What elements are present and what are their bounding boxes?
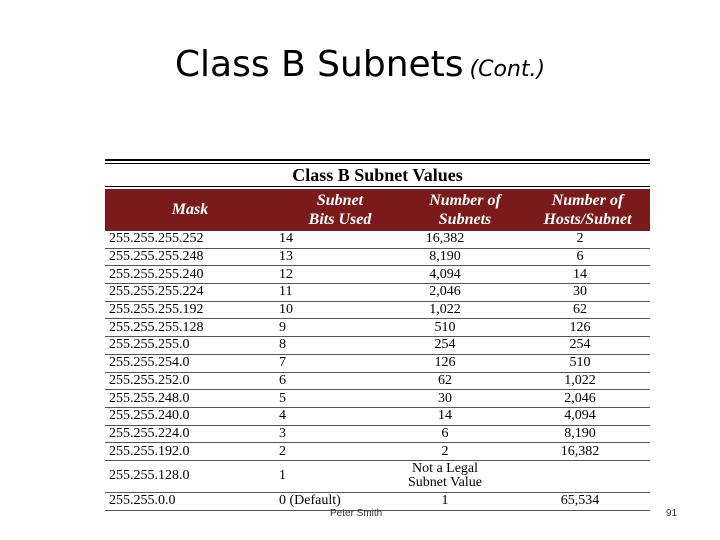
cell-subnets: 30: [438, 390, 452, 406]
cell-hosts: 510: [569, 355, 591, 371]
cell-subnets: 2: [441, 443, 449, 459]
header-num-hosts: [520, 191, 655, 229]
table-row: [105, 408, 650, 426]
cell-hosts: 126: [569, 319, 591, 335]
cell-mask: 255.255.252.0: [109, 372, 190, 388]
slide-title-main: Class B Subnets: [174, 44, 464, 85]
cell-mask: 255.255.255.248: [109, 249, 204, 265]
cell-mask: 255.255.254.0: [109, 355, 190, 371]
cell-subnets: 62: [438, 372, 452, 388]
cell-hosts: 30: [573, 284, 587, 300]
cell-subnets: [395, 461, 495, 492]
cell-subnets: 254: [434, 337, 456, 353]
cell-hosts: 14: [573, 266, 587, 282]
cell-bits: 3: [279, 425, 286, 441]
cell-bits: 0 (Default): [279, 493, 341, 509]
table-caption-rule: [105, 186, 650, 187]
cell-bits: 13: [279, 249, 293, 265]
cell-hosts: 4,094: [564, 408, 596, 424]
cell-hosts: 65,534: [560, 493, 600, 509]
page-number: 91: [666, 508, 678, 519]
cell-hosts: 254: [569, 337, 591, 353]
cell-hosts: 2: [576, 231, 584, 247]
cell-bits: 8: [279, 337, 286, 353]
cell-subnets: 126: [434, 355, 456, 371]
table-row: [105, 319, 650, 337]
cell-mask: 255.255.248.0: [109, 390, 190, 406]
table-header-row: [105, 189, 650, 231]
cell-subnets: 14: [438, 408, 452, 424]
cell-mask: 255.255.255.192: [109, 302, 204, 318]
slide-title: [0, 44, 720, 85]
cell-mask: 255.255.128.0: [109, 468, 190, 484]
cell-bits: 2: [279, 443, 286, 459]
footer-author: Peter Smith: [330, 508, 383, 519]
cell-bits: 5: [279, 390, 286, 406]
table-row: [105, 266, 650, 284]
cell-subnets: 16,382: [425, 231, 465, 247]
cell-mask: 255.255.240.0: [109, 408, 190, 424]
cell-mask: 255.255.255.252: [109, 231, 204, 247]
slide-title-suffix: (Cont.): [469, 57, 546, 82]
cell-bits: 1: [279, 468, 286, 484]
table-row: [105, 302, 650, 320]
cell-bits: 9: [279, 319, 286, 335]
header-subnet-bits-line1: Subnet: [316, 192, 364, 209]
cell-mask: 255.255.255.224: [109, 284, 204, 300]
cell-hosts: 62: [573, 302, 587, 318]
table-row: [105, 249, 650, 267]
cell-bits: 4: [279, 408, 286, 424]
table-row: [105, 355, 650, 373]
table-row: [105, 461, 650, 493]
table-row: [105, 443, 650, 461]
cell-bits: 10: [279, 302, 293, 318]
cell-hosts: 8,190: [564, 425, 596, 441]
cell-mask: 255.255.255.128: [109, 319, 204, 335]
cell-subnets: 510: [434, 319, 456, 335]
cell-bits: 14: [279, 231, 293, 247]
cell-subnets: 1: [441, 493, 449, 509]
header-num-subnets: [395, 191, 535, 229]
table-row: [105, 426, 650, 444]
table-top-rule-thin: [105, 163, 650, 164]
cell-hosts: 2,046: [564, 390, 596, 406]
cell-mask: 255.255.255.0: [109, 337, 190, 353]
cell-hosts: [525, 461, 635, 492]
cell-bits: 11: [279, 284, 293, 300]
table-row: [105, 284, 650, 302]
cell-mask: 255.255.224.0: [109, 425, 190, 441]
table-row: [105, 231, 650, 249]
header-subnet-bits-line2: Bits Used: [308, 211, 372, 228]
header-num-subnets-line1: Number of: [429, 192, 501, 209]
cell-bits: 12: [279, 266, 293, 282]
cell-hosts: 1,022: [564, 372, 596, 388]
cell-subnets: 2,046: [429, 284, 461, 300]
table-body: [105, 231, 650, 511]
header-subnet-bits: [275, 191, 405, 229]
header-num-subnets-line2: Subnets: [438, 211, 492, 228]
cell-mask: 255.255.192.0: [109, 443, 190, 459]
table-top-rule: [105, 159, 650, 161]
table-row: [105, 390, 650, 408]
cell-hosts: 6: [576, 249, 584, 265]
table-row: [105, 337, 650, 355]
cell-subnets: 1,022: [429, 302, 461, 318]
cell-bits: 7: [279, 355, 286, 371]
cell-subnets: 4,094: [429, 266, 461, 282]
subnet-table: [105, 156, 650, 509]
cell-subnets: 6: [441, 425, 449, 441]
cell-bits: 6: [279, 372, 286, 388]
table-caption: Class B Subnet Values: [292, 165, 463, 185]
header-num-hosts-line1: Number of: [551, 192, 624, 209]
cell-mask: 255.255.0.0: [109, 493, 176, 509]
cell-subnets: 8,190: [429, 249, 461, 265]
header-mask-label: Mask: [171, 201, 209, 218]
table-row: [105, 373, 650, 391]
cell-mask: 255.255.255.240: [109, 266, 204, 282]
header-num-hosts-line2: Hosts/Subnet: [543, 211, 632, 228]
cell-hosts: 16,382: [560, 443, 600, 459]
not-legal-note: Not a Legal Subnet Value: [407, 461, 482, 491]
